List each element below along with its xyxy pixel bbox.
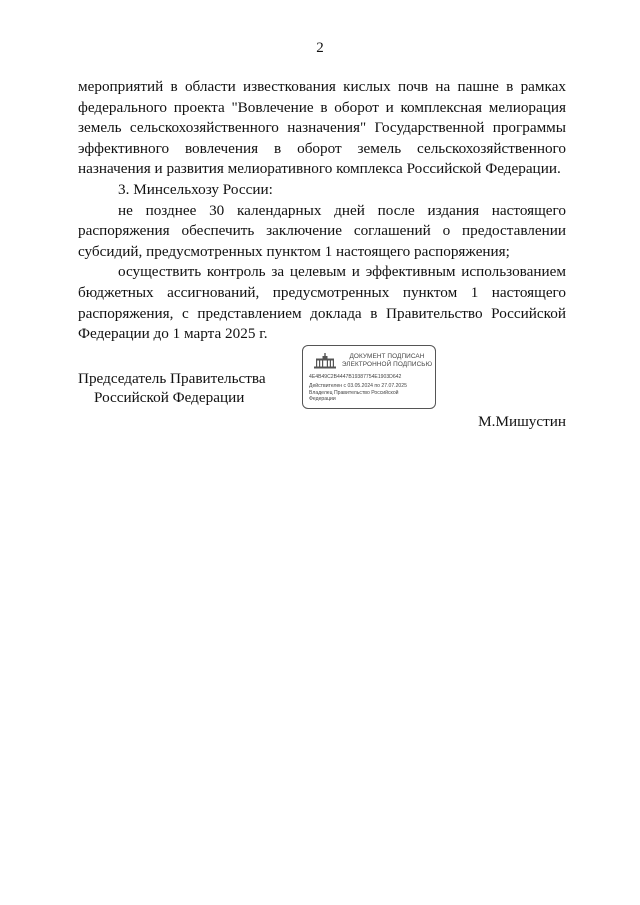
document-body (78, 77, 566, 345)
signatory-name: М.Мишустин (478, 413, 566, 430)
paragraph: не позднее 30 календарных дней после издания настоящего распоряжения обеспечить заключение соглашений о предоставлении субсидий, предусмотренных пунктом 1 настоящего распоряжения; (78, 201, 566, 260)
certificate-number: 4E4B49C2B4447B19387754E1903D642 (309, 374, 402, 380)
paragraph: мероприятий в области известкования кислых почв на пашне в рамках федерального проекта "Вовлечение в оборот и комплексная мелиорация земель сельскохозяйственного назначения" Государственной программы эффективного вовлечения в оборот земель сельскохозяйственного назначения и развития мелиоративного комплекса Российской Федерации. (78, 78, 566, 178)
validity-period: Действителен с 03.05.2024 по 27.07.2025 (309, 383, 407, 389)
paragraph: осуществить контроль за целевым и эффективным использованием бюджетных ассигнований, предусмотренных пунктом 1 настоящего распоряжения, с представлением доклада в Правительство Российской Федерации до 1 марта 2025 г. (78, 263, 566, 343)
signatory-position-line: Председатель Правительства (78, 370, 266, 387)
certificate-owner: Владелец Правительство Российской (309, 390, 399, 396)
signatory-position-line: Российской Федерации (94, 389, 245, 406)
government-building-icon (313, 353, 337, 369)
stamp-title: ДОКУМЕНТ ПОДПИСАН ЭЛЕКТРОННОЙ ПОДПИСЬЮ (341, 353, 433, 368)
certificate-owner: Федерации (309, 396, 336, 402)
signatory-position (78, 369, 278, 407)
electronic-signature-stamp (302, 345, 436, 409)
page-number: 2 (316, 40, 324, 56)
paragraph: 3. Минсельхозу России: (118, 180, 273, 198)
